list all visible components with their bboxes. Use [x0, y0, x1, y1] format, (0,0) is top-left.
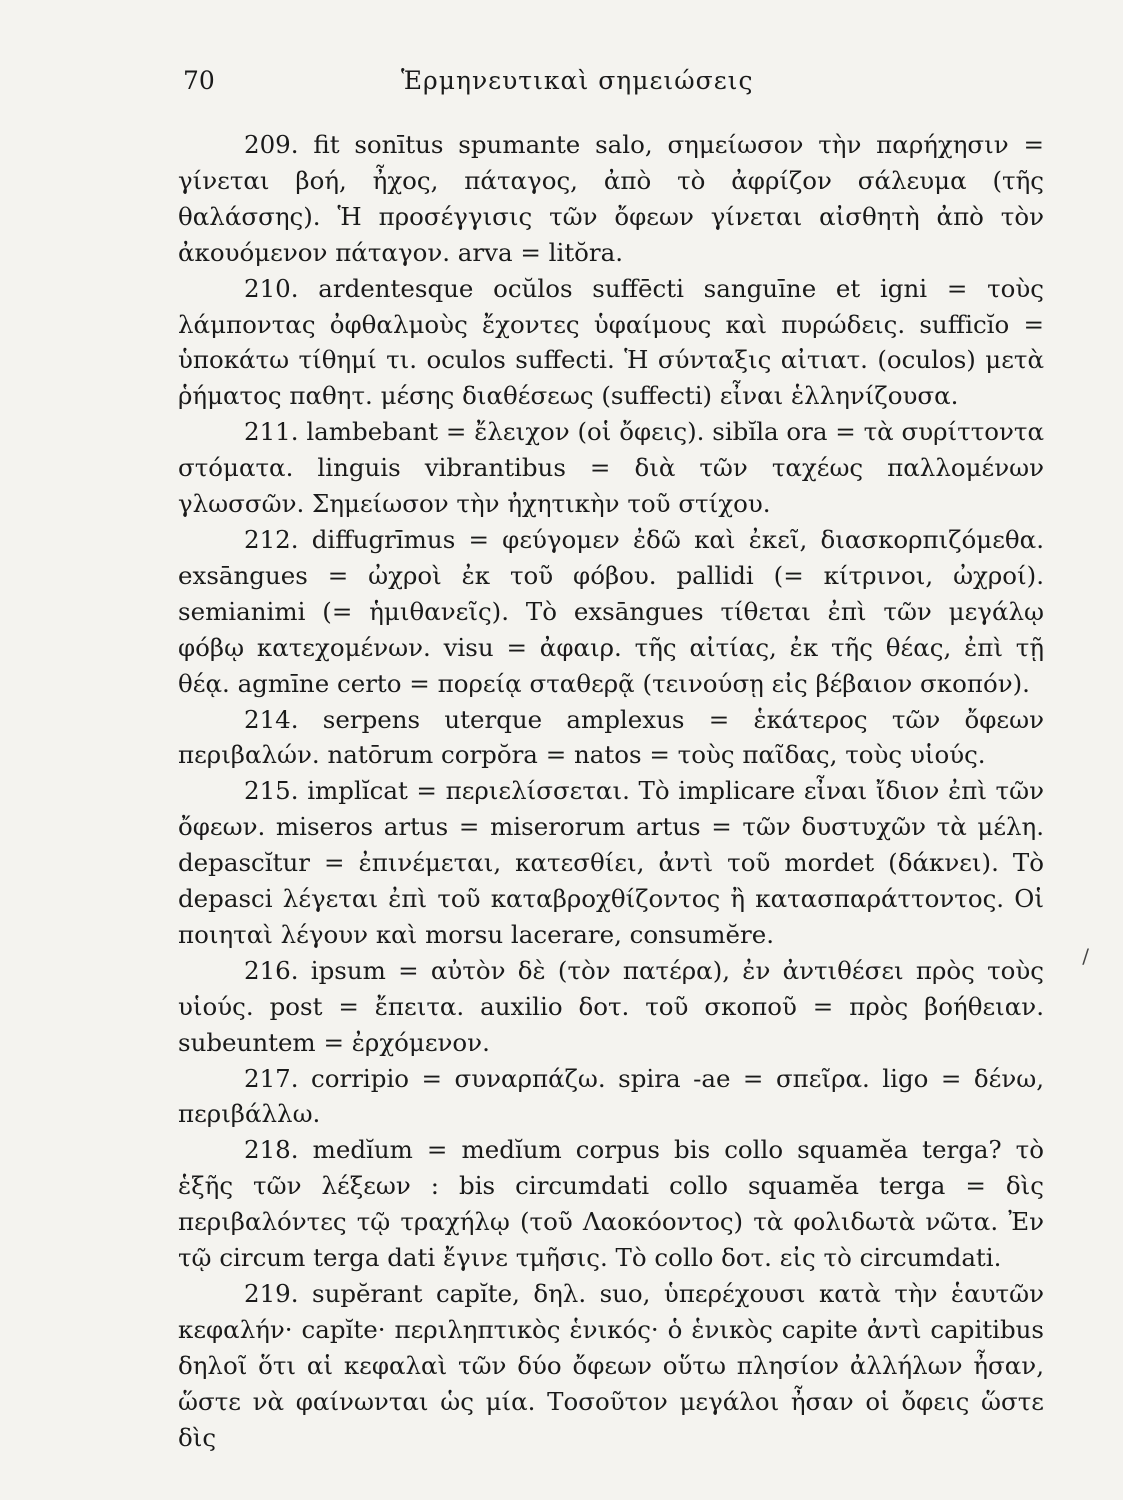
page-number: 70 [183, 66, 215, 95]
note-218: 218. medĭum = medĭum corpus bis collo squamĕa terga? τὸ ἑξῆς τῶν λέξεων : bis circumdati collo squamĕa terga = δὶς περιβαλόντες τῷ τραχήλῳ (τοῦ Λαοκόοντος) τὰ φολιδωτὰ νῶτα. Ἐν τῷ circum terga dati ἔγινε τμῆσις. Τὸ collo δοτ. εἰς τὸ circumdati. [178, 1135, 1044, 1273]
note-210: 210. ardentesque ocŭlos suffēcti sanguīne et igni = τοὺς λάμποντας ὀφθαλμοὺς ἔχοντες ὑφαίμους καὶ πυρώδεις. sufficĭo = ὑποκάτω τίθημί τι. oculos suffecti. Ἡ σύνταξις αἰτιατ. (oculos) μετὰ ῥήματος παθητ. μέσης διαθέσεως (suffecti) εἶναι ἑλληνίζουσα. [178, 273, 1044, 411]
note-214: 214. serpens uterque amplexus = ἑκάτερος τῶν ὄφεων περιβαλών. natōrum corpŏra = natos = τοὺς παῖδας, τοὺς υἱούς. [178, 704, 1044, 770]
note-211: 211. lambebant = ἔλειχον (οἱ ὄφεις). sibĭla ora = τὰ συρίττοντα στόματα. linguis vibrantibus = διὰ τῶν ταχέως παλλομένων γλωσσῶν. Σημείωσον τὴν ἠχητικὴν τοῦ στίχου. [178, 417, 1044, 519]
note-217: 217. corripio = συναρπάζω. spira -ae = σπεῖρα. ligo = δένω, περιβάλλω. [178, 1063, 1044, 1129]
notes-body [178, 127, 1044, 1456]
note-216: 216. ipsum = αὐτὸν δὲ (τὸν πατέρα), ἐν ἀντιθέσει πρὸς τοὺς υἱούς. post = ἔπειτα. auxilio δοτ. τοῦ σκοποῦ = πρὸς βοήθειαν. subeuntem = ἐρχόμενον. [178, 955, 1044, 1057]
page-header [183, 66, 1043, 106]
running-title: Ἑρμηνευτικαὶ σημειώσεις [401, 66, 754, 95]
note-209: 209. fit sonītus spumante salo, σημείωσον τὴν παρήχησιν = γίνεται βοή, ἦχος, πάταγος, ἀπὸ τὸ ἀφρίζον σάλευμα (τῆς θαλάσσης). Ἡ προσέγγισις τῶν ὄφεων γίνεται αἰσθητὴ ἀπὸ τὸν ἀκουόμενον πάταγον. arva = litŏra. [178, 130, 1044, 267]
margin-mark-icon: / [1082, 944, 1089, 968]
note-215: 215. implĭcat = περιελίσσεται. Τὸ implicare εἶναι ἴδιον ἐπὶ τῶν ὄφεων. miseros artus = miserorum artus = τῶν δυστυχῶν τὰ μέλη. depascĭtur = ἐπινέμεται, κατεσθίει, ἀντὶ τοῦ mordet (δάκνει). Τὸ depasci λέγεται ἐπὶ τοῦ καταβροχθίζοντος ἢ κατασπαράττοντος. Οἱ ποιηταὶ λέγουν καὶ morsu lacerare, consumĕre. [178, 776, 1044, 949]
note-212: 212. diffugrīmus = φεύγομεν ἐδῶ καὶ ἐκεῖ, διασκορπιζόμεθα. exsāngues = ὠχροὶ ἐκ τοῦ φόβου. pallidi (= κίτρινοι, ὠχροί). semianimi (= ἡμιθανεῖς). Τὸ exsāngues τίθεται ἐπὶ τῶν μεγάλῳ φόβῳ κατεχομένων. visu = ἀφαιρ. τῆς αἰτίας, ἐκ τῆς θέας, ἐπὶ τῇ θέᾳ. agmīne certo = πορείᾳ σταθερᾷ (τεινούσῃ εἰς βέβαιον σκοπόν). [178, 524, 1044, 698]
note-219: 219. supĕrant capĭte, δηλ. suo, ὑπερέχουσι κατὰ τὴν ἑαυτῶν κεφαλήν· capĭte· περιληπτικὸς ἑνικός· ὁ ἑνικὸς capite ἀντὶ capitibus δηλοῖ ὅτι αἱ κεφαλαὶ τῶν δύο ὄφεων οὕτω πλησίον ἀλλήλων ἦσαν, ὥστε νὰ φαίνωνται ὡς μία. Τοσοῦτον μεγάλοι ἦσαν οἱ ὄφεις ὥστε δὶς [178, 1279, 1044, 1452]
